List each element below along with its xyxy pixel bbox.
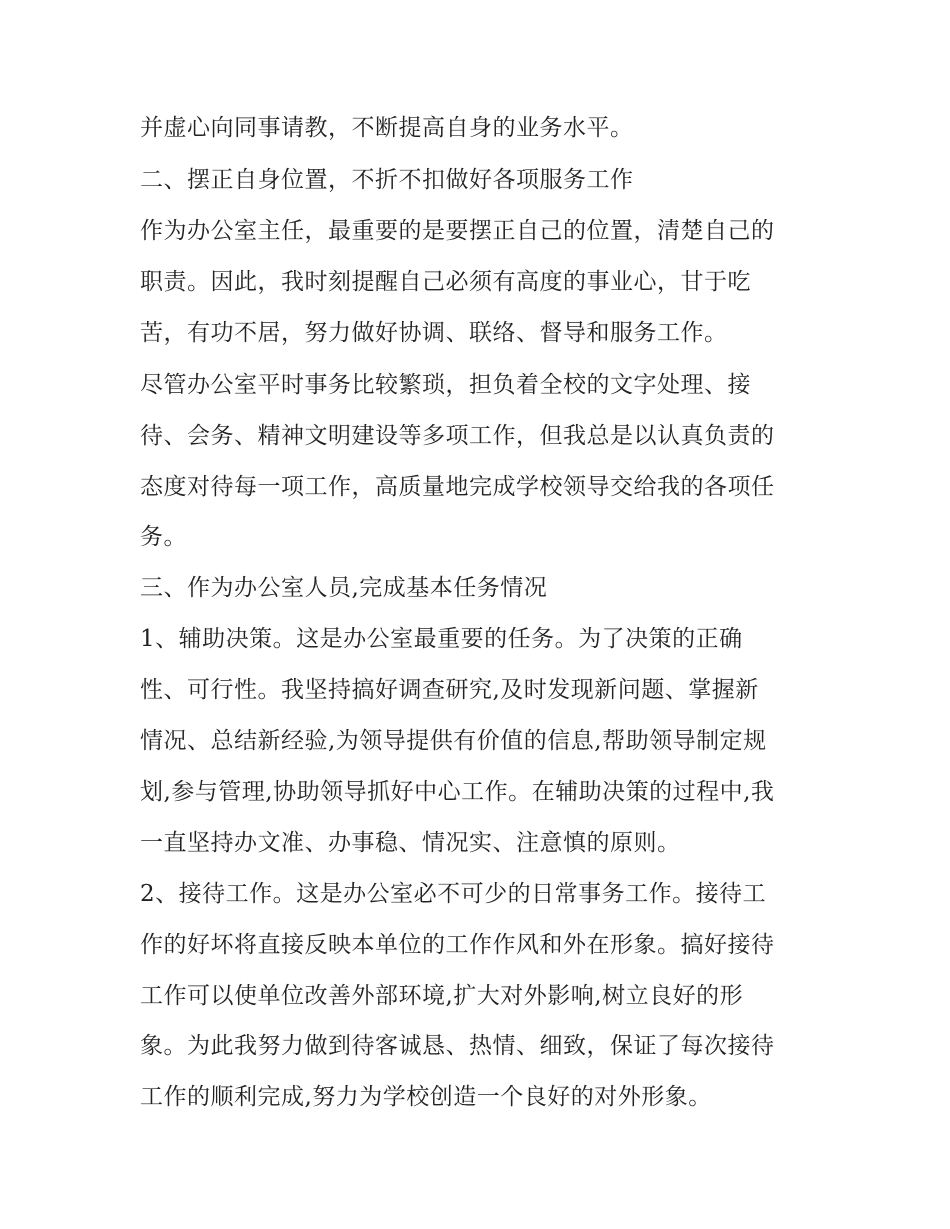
- text-line: 性、可行性。我坚持搞好调查研究,及时发现新问题、掌握新: [140, 677, 759, 703]
- text-line: 务。: [140, 524, 187, 550]
- text-line: 作的好坏将直接反映本单位的工作作风和外在形象。搞好接待: [140, 932, 775, 958]
- text-line: 职责。因此，我时刻提醒自己必须有高度的事业心，甘于吃: [140, 269, 751, 295]
- section-heading: 三、作为办公室人员,完成基本任务情况: [140, 575, 548, 601]
- text-line: 2、接待工作。这是办公室必不可少的日常事务工作。接待工: [140, 881, 767, 907]
- text-line: 1、辅助决策。这是办公室最重要的任务。为了决策的正确: [140, 626, 743, 652]
- text-line: 尽管办公室平时事务比较繁琐，担负着全校的文字处理、接: [140, 372, 751, 398]
- text-line: 待、会务、精神文明建设等多项工作，但我总是以认真负责的: [140, 423, 775, 449]
- text-line: 苦，有功不居，努力做好协调、联络、督导和服务工作。: [140, 320, 728, 346]
- text-line: 划,参与管理,协助领导抓好中心工作。在辅助决策的过程中,我: [140, 779, 775, 805]
- text-line: 作为办公室主任，最重要的是要摆正自己的位置，清楚自己的: [140, 218, 775, 244]
- text-line: 工作的顺利完成,努力为学校创造一个良好的对外形象。: [140, 1084, 712, 1110]
- text-line: 并虚心向同事请教，不断提高自身的业务水平。: [140, 115, 634, 141]
- text-line: 情况、总结新经验,为领导提供有价值的信息,帮助领导制定规: [140, 728, 767, 754]
- section-heading: 二、摆正自身位置，不折不扣做好各项服务工作: [140, 167, 634, 193]
- text-line: 工作可以使单位改善外部环境,扩大对外影响,树立良好的形: [140, 983, 744, 1009]
- text-line: 一直坚持办文准、办事稳、情况实、注意慎的原则。: [140, 830, 681, 856]
- text-line: 象。为此我努力做到待客诚恳、热情、细致，保证了每次接待: [140, 1033, 775, 1059]
- text-line: 态度对待每一项工作，高质量地完成学校领导交给我的各项任: [140, 474, 775, 500]
